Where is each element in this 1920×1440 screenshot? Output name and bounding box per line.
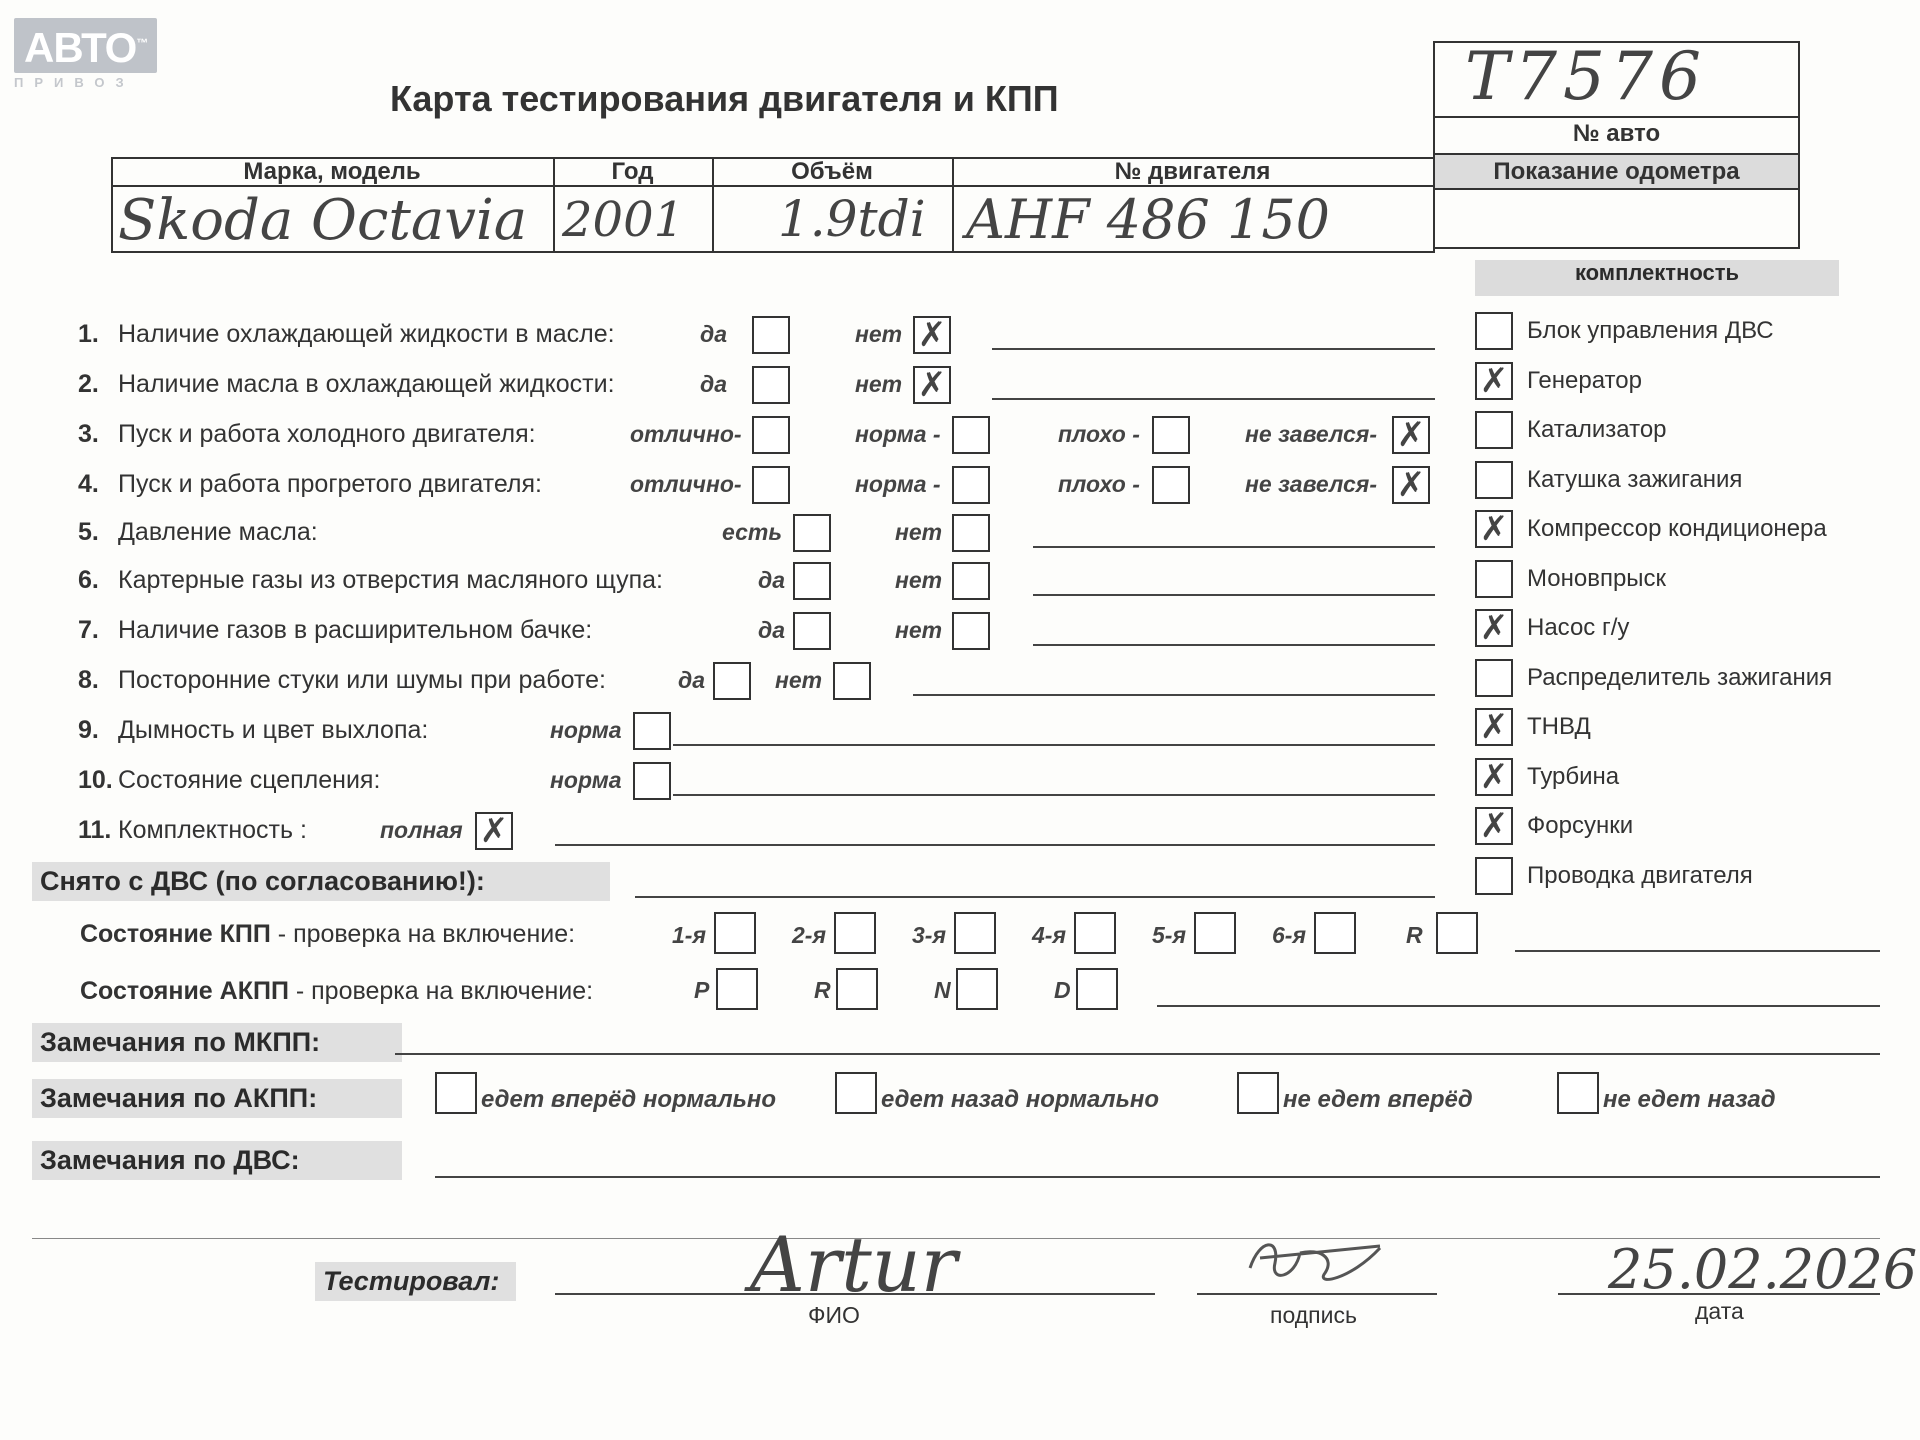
logo	[14, 18, 157, 90]
gear-label: 4-я	[1032, 922, 1066, 948]
gear-label: 6-я	[1272, 922, 1306, 948]
item-number: 6.	[78, 566, 99, 594]
removed-line	[635, 896, 1435, 898]
akpp-label	[80, 977, 593, 1006]
akpp-gear-label: N	[934, 977, 951, 1003]
option-checkbox[interactable]	[752, 416, 790, 454]
akpp-gear-checkbox[interactable]	[956, 968, 998, 1010]
gear-checkbox[interactable]	[1194, 912, 1236, 954]
kpp-label-bold: Состояние КПП	[80, 920, 271, 948]
completeness-checkbox[interactable]	[1475, 510, 1513, 548]
completeness-label: Турбина	[1527, 762, 1620, 790]
completeness-checkbox[interactable]	[1475, 659, 1513, 697]
item-text: Картерные газы из отверстия масляного щупа:	[118, 566, 663, 594]
completeness-checkbox[interactable]	[1475, 560, 1513, 598]
option-checkbox[interactable]	[713, 662, 751, 700]
header-year: Год	[611, 158, 654, 185]
option-label: есть	[722, 519, 782, 545]
value-year: 2001	[562, 192, 685, 248]
item-number: 3.	[78, 420, 99, 448]
completeness-label: Форсунки	[1527, 812, 1634, 839]
option-label: нет	[775, 667, 823, 693]
value-model: Skoda Octavia	[118, 188, 528, 253]
item-number: 9.	[78, 716, 99, 744]
item-number: 10.	[78, 766, 113, 794]
date-caption: дата	[1695, 1298, 1744, 1324]
gear-checkbox[interactable]	[1436, 912, 1478, 954]
car-number-label: № авто	[1572, 120, 1661, 147]
option-label: нет	[895, 617, 943, 643]
akpp-gear-checkbox[interactable]	[716, 968, 758, 1010]
remarks-dvs-label: Замечания по ДВС:	[32, 1141, 402, 1180]
item-text: Наличие охлаждающей жидкости в масле:	[118, 320, 615, 348]
option-checkbox[interactable]	[952, 562, 990, 600]
completeness-checkbox[interactable]	[1475, 312, 1513, 350]
option-checkbox[interactable]	[793, 562, 831, 600]
option-checkbox[interactable]	[752, 316, 790, 354]
value-volume: 1.9tdi	[778, 190, 926, 248]
kpp-label-rest: - проверка на включение:	[270, 920, 576, 948]
item-answer-line	[1033, 594, 1435, 596]
option-label: нет	[895, 567, 943, 593]
option-checkbox[interactable]	[1152, 416, 1190, 454]
completeness-checkbox[interactable]	[1475, 411, 1513, 449]
gear-label: 3-я	[912, 922, 946, 948]
gear-checkbox[interactable]	[954, 912, 996, 954]
item-answer-line	[1033, 644, 1435, 646]
option-checkbox[interactable]	[913, 316, 951, 354]
akpp-remark-label: едет вперёд нормально	[481, 1086, 777, 1113]
logo-main: АВТО™	[14, 18, 157, 73]
option-checkbox[interactable]	[793, 612, 831, 650]
option-label: да	[700, 321, 728, 347]
gear-label: R	[1406, 922, 1423, 948]
completeness-checkbox[interactable]	[1475, 857, 1513, 895]
completeness-label: Компрессор кондиционера	[1527, 515, 1827, 542]
tester-name: Artur	[750, 1220, 958, 1309]
option-label: нет	[855, 371, 903, 397]
item-number: 8.	[78, 666, 99, 694]
item-answer-line	[673, 794, 1435, 796]
option-checkbox[interactable]	[952, 514, 990, 552]
remarks-mkpp-line	[395, 1053, 1880, 1055]
completeness-checkbox-mark: ✗	[1479, 757, 1509, 796]
header-engine: № двигателя	[1114, 158, 1271, 185]
option-checkbox[interactable]	[913, 366, 951, 404]
option-label: отлично-	[630, 471, 742, 497]
test-date: 25.02.2026	[1608, 1238, 1918, 1301]
completeness-label: Генератор	[1527, 366, 1642, 394]
completeness-checkbox-mark: ✗	[1479, 609, 1509, 647]
completeness-title: комплектность	[1475, 260, 1839, 296]
option-label: норма	[550, 767, 622, 793]
akpp-remark-checkbox[interactable]	[435, 1072, 477, 1114]
completeness-label: Насос г/у	[1527, 614, 1630, 641]
item-text: Состояние сцепления:	[118, 766, 381, 794]
option-label: плохо -	[1058, 421, 1140, 447]
gear-checkbox[interactable]	[1314, 912, 1356, 954]
option-checkbox[interactable]	[752, 366, 790, 404]
header-volume: Объём	[791, 158, 873, 185]
option-checkbox[interactable]	[633, 712, 671, 750]
option-checkbox[interactable]	[633, 762, 671, 800]
completeness-checkbox-mark: ✗	[1479, 510, 1509, 548]
item-text: Наличие газов в расширительном бачке:	[118, 616, 593, 644]
item-text: Комплектность :	[118, 816, 307, 844]
gear-checkbox[interactable]	[834, 912, 876, 954]
akpp-label-bold: Состояние АКПП	[80, 977, 289, 1005]
option-checkbox[interactable]	[475, 812, 513, 850]
option-checkbox[interactable]	[793, 514, 831, 552]
completeness-label: Моновпрыск	[1527, 564, 1667, 592]
remarks-akpp-label: Замечания по АКПП:	[32, 1079, 402, 1118]
gear-checkbox[interactable]	[714, 912, 756, 954]
option-label: да	[758, 567, 786, 593]
akpp-line	[1157, 1005, 1880, 1007]
option-label: отлично-	[630, 421, 742, 447]
completeness-label: ТНВД	[1527, 713, 1591, 740]
option-label: норма -	[855, 421, 941, 447]
odometer-label: Показание одометра	[1435, 153, 1798, 190]
gear-checkbox[interactable]	[1074, 912, 1116, 954]
page-title: Карта тестирования двигателя и КПП	[390, 78, 1059, 119]
item-text: Наличие масла в охлаждающей жидкости:	[118, 370, 615, 398]
akpp-remark-checkbox[interactable]	[1237, 1072, 1279, 1114]
name-line	[555, 1293, 1155, 1295]
kpp-label	[80, 920, 575, 949]
completeness-checkbox-mark: ✗	[1479, 708, 1509, 746]
item-number: 5.	[78, 518, 99, 546]
akpp-remark-checkbox[interactable]	[1557, 1072, 1599, 1114]
completeness-checkbox-mark: ✗	[1479, 807, 1509, 845]
item-text: Посторонние стуки или шумы при работе:	[118, 666, 606, 694]
car-number-value: T7576	[1465, 38, 1707, 115]
option-label: не завелся-	[1245, 421, 1377, 447]
akpp-gear-checkbox[interactable]	[1076, 968, 1118, 1010]
akpp-remark-label: не едет назад	[1603, 1086, 1776, 1113]
item-text: Пуск и работа холодного двигателя:	[118, 420, 536, 448]
option-label: норма -	[855, 471, 941, 497]
akpp-remark-label: не едет вперёд	[1283, 1086, 1473, 1113]
option-label: норма	[550, 717, 622, 743]
akpp-label-rest: - проверка на включение:	[288, 977, 594, 1005]
completeness-checkbox[interactable]	[1475, 461, 1513, 499]
completeness-label: Катушка зажигания	[1527, 465, 1743, 493]
item-answer-line	[555, 844, 1435, 846]
kpp-line	[1515, 950, 1880, 952]
akpp-gear-checkbox[interactable]	[836, 968, 878, 1010]
gear-label: 1-я	[672, 922, 706, 948]
item-number: 2.	[78, 370, 99, 398]
option-checkbox[interactable]	[1392, 416, 1430, 454]
completeness-checkbox[interactable]	[1475, 708, 1513, 746]
option-checkbox-mark: ✗	[1396, 416, 1426, 454]
logo-subtitle: ПРИВОЗ	[14, 75, 135, 90]
completeness-label: Блок управления ДВС	[1527, 317, 1774, 344]
option-label: да	[700, 371, 728, 397]
option-checkbox[interactable]	[952, 612, 990, 650]
completeness-checkbox[interactable]	[1475, 362, 1513, 400]
option-checkbox[interactable]	[752, 466, 790, 504]
signature	[1240, 1228, 1390, 1288]
remarks-mkpp-label: Замечания по МКПП:	[32, 1023, 402, 1062]
akpp-remark-label: едет назад нормально	[881, 1086, 1160, 1113]
option-checkbox[interactable]	[952, 466, 990, 504]
remarks-dvs-line	[435, 1176, 1880, 1178]
item-number: 11.	[78, 816, 112, 844]
item-answer-line	[992, 398, 1435, 400]
completeness-label: Катализатор	[1527, 416, 1667, 443]
item-answer-line	[913, 694, 1435, 696]
option-checkbox-mark: ✗	[479, 812, 509, 850]
completeness-checkbox[interactable]	[1475, 609, 1513, 647]
item-text: Дымность и цвет выхлопа:	[118, 716, 429, 744]
option-checkbox[interactable]	[1392, 466, 1430, 504]
value-engine: AHF 486 150	[966, 188, 1331, 251]
gear-label: 2-я	[792, 922, 826, 948]
tested-label: Тестировал:	[315, 1262, 516, 1301]
option-label: не завелся-	[1245, 471, 1377, 497]
completeness-label: Распределитель зажигания	[1527, 663, 1833, 691]
akpp-gear-label: P	[694, 977, 710, 1003]
item-number: 1.	[78, 320, 99, 348]
option-checkbox[interactable]	[952, 416, 990, 454]
completeness-checkbox-mark: ✗	[1479, 361, 1509, 400]
option-label: да	[678, 667, 706, 693]
removed-label: Снято с ДВС (по согласованию!):	[32, 862, 610, 901]
item-text: Давление масла:	[118, 518, 318, 546]
option-checkbox[interactable]	[833, 662, 871, 700]
signature-line	[1197, 1293, 1437, 1295]
item-text: Пуск и работа прогретого двигателя:	[118, 470, 542, 498]
akpp-gear-label: D	[1054, 977, 1071, 1003]
akpp-gear-label: R	[814, 977, 831, 1003]
item-answer-line	[673, 744, 1435, 746]
option-checkbox-mark: ✗	[917, 366, 947, 404]
date-line	[1558, 1293, 1880, 1295]
gear-label: 5-я	[1152, 922, 1186, 948]
item-number: 4.	[78, 470, 99, 498]
item-number: 7.	[78, 616, 99, 644]
car-number-divider	[1433, 116, 1800, 118]
option-label: плохо -	[1058, 471, 1140, 497]
completeness-checkbox[interactable]	[1475, 807, 1513, 845]
item-answer-line	[992, 348, 1435, 350]
option-checkbox[interactable]	[1152, 466, 1190, 504]
item-answer-line	[1033, 546, 1435, 548]
completeness-label: Проводка двигателя	[1527, 861, 1753, 889]
name-caption: ФИО	[808, 1302, 860, 1328]
option-label: полная	[380, 817, 463, 843]
header-model: Марка, модель	[243, 158, 421, 185]
option-label: да	[758, 617, 786, 643]
option-label: нет	[895, 519, 943, 545]
option-checkbox-mark: ✗	[917, 316, 947, 354]
akpp-remark-checkbox[interactable]	[835, 1072, 877, 1114]
signature-caption: подпись	[1270, 1302, 1357, 1328]
option-label: нет	[855, 321, 903, 347]
completeness-checkbox[interactable]	[1475, 758, 1513, 796]
option-checkbox-mark: ✗	[1396, 466, 1426, 504]
